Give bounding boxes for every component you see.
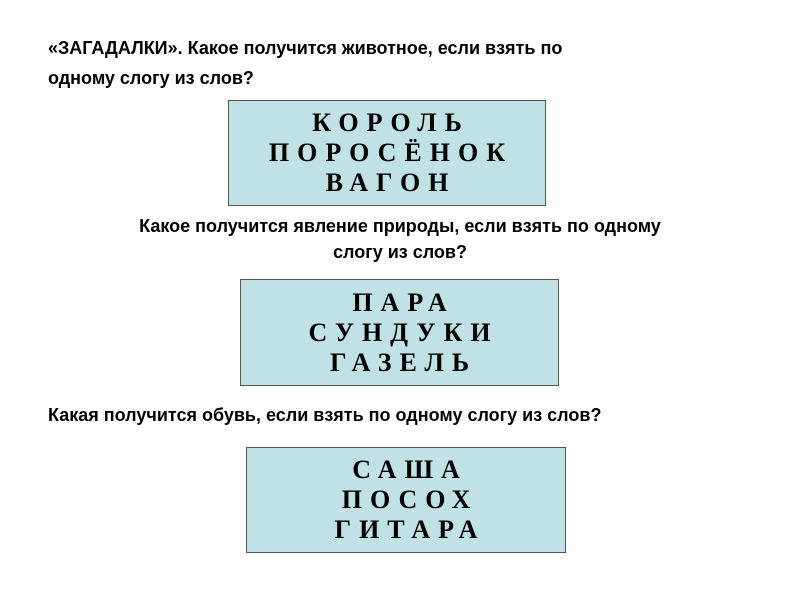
riddle-1-question-line-2: одному слогу из слов?	[48, 68, 254, 88]
riddle-2-words-box	[240, 279, 559, 386]
riddle-1-word: ПОРОСЁНОК	[268, 138, 514, 167]
riddle-2-question	[40, 213, 760, 265]
riddle-3-word: ГИТАРА	[334, 515, 486, 544]
riddle-1-word: КОРОЛЬ	[312, 108, 470, 137]
riddle-3-words-box	[246, 447, 566, 553]
riddle-1-question-line-1: «ЗАГАДАЛКИ». Какое получится животное, если взять по	[48, 38, 563, 58]
riddle-2-word: СУНДУКИ	[308, 317, 499, 347]
riddle-3-question	[48, 400, 768, 430]
riddle-2-question-line-2: слогу из слов?	[333, 242, 467, 262]
riddle-1-word: ВАГОН	[325, 168, 457, 197]
riddle-2-word: ГАЗЕЛЬ	[329, 347, 478, 377]
riddle-2-word: ПАРА	[352, 287, 455, 317]
riddle-3-question-line-1: Какая получится обувь, если взять по одному слогу из слов?	[48, 405, 602, 425]
riddle-1-words-box	[228, 100, 546, 206]
riddle-1-question	[48, 33, 748, 93]
riddle-3-word: ПОСОХ	[341, 485, 479, 514]
riddle-3-word: САША	[352, 455, 468, 484]
riddle-2-question-line-1: Какое получится явление природы, если взять по одному	[139, 216, 661, 236]
